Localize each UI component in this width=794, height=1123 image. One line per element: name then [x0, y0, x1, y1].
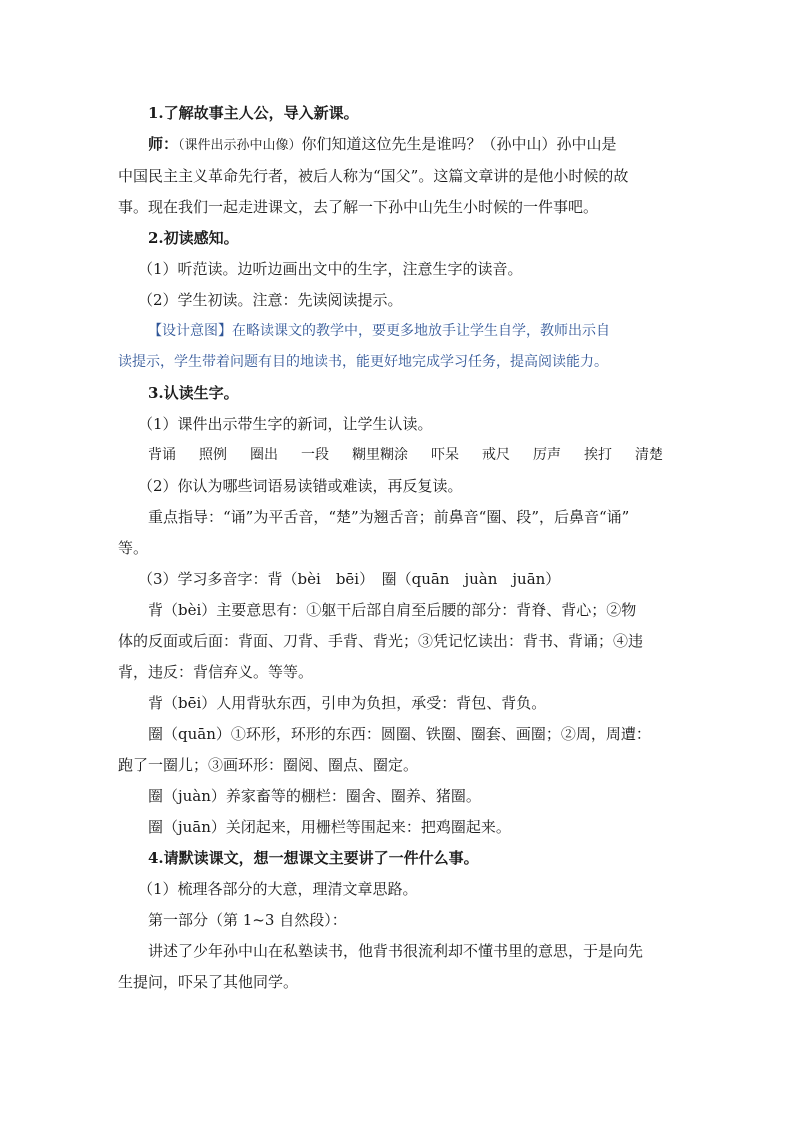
juan1-meaning: 圈（juān）关闭起来，用栅栏等围起来：把鸡圈起来。: [148, 818, 511, 836]
part-one-summary-line-2: 生提问，吓呆了其他同学。: [118, 973, 299, 991]
bei4-meaning-line-1: 背（bèi）主要意思有：①躯干后部自肩至后腰的部分：背脊、背心；②物: [148, 601, 637, 619]
word-item: 圈出: [250, 447, 278, 463]
design-intent-tag: 【设计意图】: [148, 323, 232, 339]
new-words-list: [118, 440, 680, 471]
first-read-step: （2）学生初读。注意：先读阅读提示。: [138, 291, 403, 309]
reread-step: （2）你认为哪些词语易读错或难读，再反复读。: [138, 477, 463, 495]
part-one-summary-line-1: 讲述了少年孙中山在私塾读书，他背书很流利却不懂书里的意思，于是向先: [148, 942, 644, 960]
teacher-intro-paragraph: [118, 129, 680, 161]
word-item: 戒尺: [482, 447, 510, 463]
word-item: 照例: [199, 447, 227, 463]
section-heading-3: 3.认读生字。: [148, 384, 239, 402]
quan1-meaning-line-1: 圈（quān）①环形，环形的东西：圆圈、铁圈、圈套、画圈；②周，周遭：: [148, 725, 651, 743]
word-item: 挨打: [584, 447, 612, 463]
teacher-text-line-3: 事。现在我们一起走进课文，去了解一下孙中山先生小时候的一件事吧。: [118, 198, 599, 216]
focus-guidance-line-2: 等。: [118, 539, 149, 557]
design-intent-line-1: [118, 316, 680, 347]
word-item: 清楚: [635, 447, 663, 463]
listen-step: （1）听范读。边听边画出文中的生字，注意生字的读音。: [138, 260, 523, 278]
word-item: 糊里糊涂: [352, 447, 408, 463]
teacher-text-line-1: 你们知道这位先生是谁吗？（孙中山）孙中山是: [301, 135, 617, 153]
juan4-meaning: 圈（juàn）养家畜等的棚栏：圈舍、圈养、猪圈。: [148, 787, 481, 805]
word-item: 一段: [301, 447, 329, 463]
bei1-meaning: 背（bēi）人用背驮东西，引申为负担，承受：背包、背负。: [148, 694, 547, 712]
outline-step: （1）梳理各部分的大意，理清文章思路。: [138, 880, 418, 898]
word-item: 厉声: [533, 447, 561, 463]
section-heading-2: 2.初读感知。: [148, 229, 239, 247]
section-heading-4: 4.请默读课文，想一想课文主要讲了一件什么事。: [148, 849, 479, 867]
teacher-courseware-note: （课件出示孙中山像）: [178, 138, 302, 153]
design-intent-text-1: 在略读课文的教学中，要更多地放手让学生自学，教师出示自: [232, 323, 610, 339]
show-words-step: （1）课件出示带生字的新词，让学生认读。: [138, 415, 433, 433]
bei4-meaning-line-3: 背，违反：背信弃义。等等。: [118, 663, 314, 681]
teacher-text-line-2: 中国民主主义革命先行者，被后人称为“国父”。这篇文章讲的是他小时候的故: [118, 167, 629, 185]
bei4-meaning-line-2: 体的反面或后面：背面、刀背、手背、背光；③凭记忆读出：背书、背诵；④违: [118, 632, 644, 650]
quan1-meaning-line-2: 跑了一圈儿；③画环形：圈阅、圈点、圈定。: [118, 756, 419, 774]
section-heading-1: 1.了解故事主人公，导入新课。: [148, 104, 359, 122]
word-item: 背诵: [148, 447, 176, 463]
lesson-content: [118, 98, 680, 998]
word-item: 吓呆: [431, 447, 459, 463]
design-intent-line-2: 读提示，学生带着问题有目的地读书，能更好地完成学习任务，提高阅读能力。: [118, 354, 608, 370]
teacher-prefix: 师：: [148, 135, 179, 153]
polyphonic-step: （3）学习多音字：背（bèi bēi） 圈（quān juàn juān）: [138, 570, 561, 588]
part-one-title: 第一部分（第 1~3 自然段）：: [148, 911, 347, 929]
focus-guidance-line-1: 重点指导：“诵”为平舌音，“楚”为翘舌音；前鼻音“圈、段”，后鼻音“诵”: [148, 508, 630, 526]
